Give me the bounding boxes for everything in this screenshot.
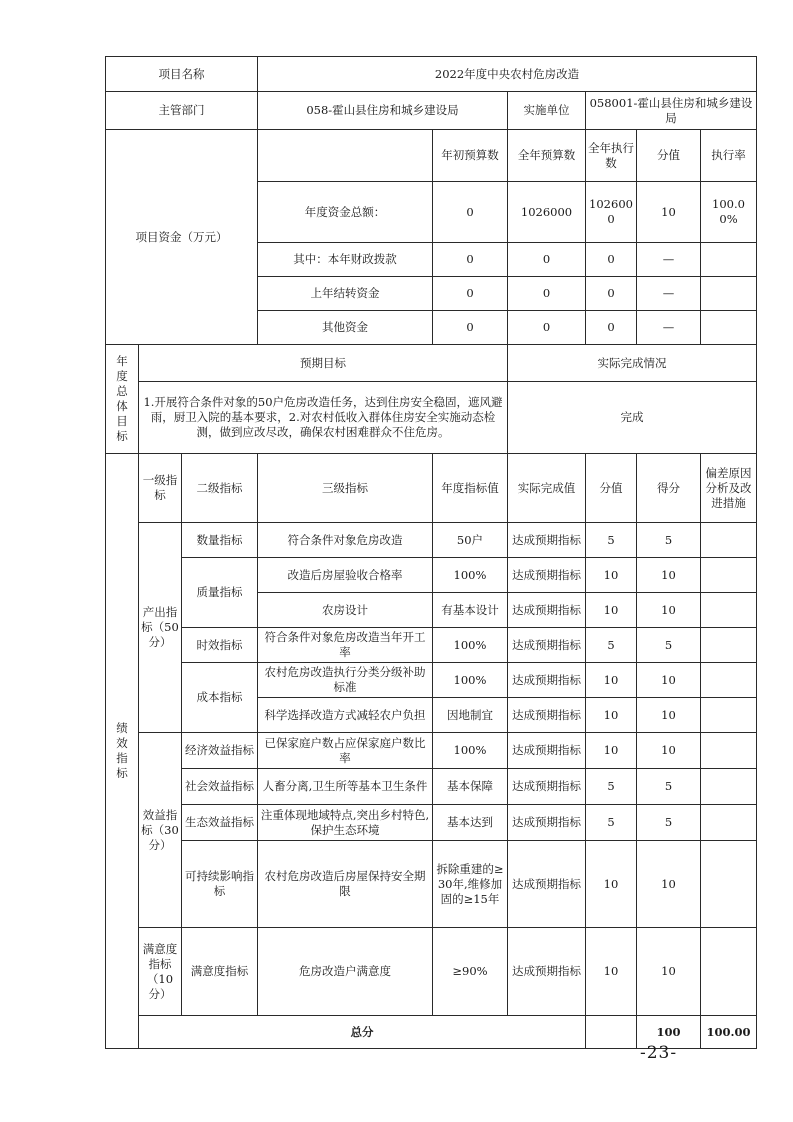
level3-indicator: 已保家庭户数占应保家庭户数比率 — [258, 733, 433, 769]
score: 10 — [637, 733, 701, 769]
funds-init: 0 — [433, 311, 508, 345]
funds-header: 分值 — [637, 130, 701, 182]
level2-economic: 经济效益指标 — [182, 733, 258, 769]
remark — [701, 628, 757, 663]
impl: 058001-霍山县住房和城乡建设局 — [586, 92, 757, 130]
total-score: 100.00 — [701, 1016, 757, 1049]
annual-goal-label: 年度总体目标 — [106, 345, 139, 454]
project-name: 2022年度中央农村危房改造 — [258, 57, 757, 92]
funds-header-blank — [258, 130, 433, 182]
annual-target: 100% — [433, 663, 508, 698]
funds-exec: 1026000 — [586, 182, 637, 243]
page-number: -23- — [640, 1043, 678, 1063]
funds-score-val: 10 — [637, 182, 701, 243]
funds-rate — [701, 243, 757, 277]
level3-indicator: 注重体现地域特点,突出乡村特色,保护生态环境 — [258, 805, 433, 841]
funds-budget: 1026000 — [508, 182, 586, 243]
funds-row-name: 年度资金总额： — [258, 182, 433, 243]
funds-init: 0 — [433, 182, 508, 243]
score: 10 — [637, 663, 701, 698]
actual-value: 达成预期指标 — [508, 558, 586, 593]
level3-indicator: 符合条件对象危房改造当年开工率 — [258, 628, 433, 663]
actual-value: 达成预期指标 — [508, 733, 586, 769]
score: 5 — [637, 805, 701, 841]
score-value: 10 — [586, 593, 637, 628]
score-value: 10 — [586, 841, 637, 928]
funds-score-val: — — [637, 243, 701, 277]
level2-satisfaction: 满意度指标 — [182, 928, 258, 1016]
annual-target: 基本保障 — [433, 769, 508, 805]
funds-score-val: — — [637, 277, 701, 311]
level2-timeliness: 时效指标 — [182, 628, 258, 663]
funds-init: 0 — [433, 243, 508, 277]
remark — [701, 805, 757, 841]
level3-indicator: 农村危房改造后房屋保持安全期限 — [258, 841, 433, 928]
level1-satisfaction: 满意度指标（10分） — [139, 928, 182, 1016]
annual-target: ≥90% — [433, 928, 508, 1016]
actual-value: 达成预期指标 — [508, 698, 586, 733]
score-value: 10 — [586, 663, 637, 698]
score: 10 — [637, 593, 701, 628]
level2-quantity: 数量指标 — [182, 523, 258, 558]
funds-header: 执行率 — [701, 130, 757, 182]
score: 10 — [637, 558, 701, 593]
level1-benefit: 效益指标（30分） — [139, 733, 182, 928]
actual-value: 达成预期指标 — [508, 841, 586, 928]
funds-budget: 0 — [508, 277, 586, 311]
expected-goal-text: 1.开展符合条件对象的50户危房改造任务，达到住房安全稳固，遮风避雨，厨卫入院的基本要求，2.对农村低收入群体住房安全实施动态检测，做到应改尽改，确保农村困难群众不住危房。 — [139, 382, 508, 454]
total-score-value: 100 — [637, 1016, 701, 1049]
perf-indicator-label: 绩效指标 — [106, 454, 139, 1049]
funds-score-val: — — [637, 311, 701, 345]
funds-rate — [701, 311, 757, 345]
remark — [701, 841, 757, 928]
perf-header: 年度指标值 — [433, 454, 508, 523]
funds-init: 0 — [433, 277, 508, 311]
remark — [701, 769, 757, 805]
level3-indicator: 改造后房屋验收合格率 — [258, 558, 433, 593]
level3-indicator: 农房设计 — [258, 593, 433, 628]
actual-value: 达成预期指标 — [508, 663, 586, 698]
funds-header: 全年执行数 — [586, 130, 637, 182]
actual-value: 达成预期指标 — [508, 805, 586, 841]
actual-result-text: 完成 — [508, 382, 757, 454]
funds-rate — [701, 277, 757, 311]
score-value: 10 — [586, 698, 637, 733]
level2-ecological: 生态效益指标 — [182, 805, 258, 841]
score: 10 — [637, 928, 701, 1016]
funds-row-name: 其中：本年财政拨款 — [258, 243, 433, 277]
level2-quality: 质量指标 — [182, 558, 258, 628]
score-value: 10 — [586, 558, 637, 593]
funds-exec: 0 — [586, 311, 637, 345]
level3-indicator: 人畜分离,卫生所等基本卫生条件 — [258, 769, 433, 805]
dept: 058-霍山县住房和城乡建设局 — [258, 92, 508, 130]
perf-header: 得分 — [637, 454, 701, 523]
expected-goal-header: 预期目标 — [139, 345, 508, 382]
perf-header: 分值 — [586, 454, 637, 523]
score: 10 — [637, 698, 701, 733]
level3-indicator: 符合条件对象危房改造 — [258, 523, 433, 558]
impl-label: 实施单位 — [508, 92, 586, 130]
score: 5 — [637, 523, 701, 558]
level2-social: 社会效益指标 — [182, 769, 258, 805]
perf-header: 二级指标 — [182, 454, 258, 523]
perf-header: 偏差原因分析及改进措施 — [701, 454, 757, 523]
funds-row-name: 其他资金 — [258, 311, 433, 345]
score-value: 5 — [586, 523, 637, 558]
score-value: 5 — [586, 805, 637, 841]
annual-target: 拆除重建的≥30年,维修加固的≥15年 — [433, 841, 508, 928]
remark — [701, 523, 757, 558]
funds-header: 年初预算数 — [433, 130, 508, 182]
perf-header: 实际完成值 — [508, 454, 586, 523]
actual-value: 达成预期指标 — [508, 523, 586, 558]
dept-label: 主管部门 — [106, 92, 258, 130]
funds-header: 全年预算数 — [508, 130, 586, 182]
level3-indicator: 科学选择改造方式减轻农户负担 — [258, 698, 433, 733]
funds-rate: 100.00% — [701, 182, 757, 243]
level2-cost: 成本指标 — [182, 663, 258, 733]
annual-target: 50户 — [433, 523, 508, 558]
actual-value: 达成预期指标 — [508, 628, 586, 663]
funds-budget: 0 — [508, 243, 586, 277]
total-label: 总分 — [139, 1016, 586, 1049]
score: 5 — [637, 769, 701, 805]
funds-budget: 0 — [508, 311, 586, 345]
funds-exec: 0 — [586, 243, 637, 277]
actual-value: 达成预期指标 — [508, 928, 586, 1016]
perf-header: 一级指标 — [139, 454, 182, 523]
performance-table — [105, 56, 757, 1049]
score-value: 10 — [586, 733, 637, 769]
actual-result-header: 实际完成情况 — [508, 345, 757, 382]
funds-row-name: 上年结转资金 — [258, 277, 433, 311]
actual-value: 达成预期指标 — [508, 769, 586, 805]
level3-indicator: 危房改造户满意度 — [258, 928, 433, 1016]
remark — [701, 698, 757, 733]
actual-value: 达成预期指标 — [508, 593, 586, 628]
remark — [701, 928, 757, 1016]
level3-indicator: 农村危房改造执行分类分级补助标准 — [258, 663, 433, 698]
project-name-label: 项目名称 — [106, 57, 258, 92]
remark — [701, 663, 757, 698]
score-value: 10 — [586, 928, 637, 1016]
remark — [701, 733, 757, 769]
level2-sustainable: 可持续影响指标 — [182, 841, 258, 928]
score: 5 — [637, 628, 701, 663]
annual-target: 100% — [433, 733, 508, 769]
annual-target: 基本达到 — [433, 805, 508, 841]
remark — [701, 558, 757, 593]
level1-output: 产出指标（50分） — [139, 523, 182, 733]
annual-target: 因地制宜 — [433, 698, 508, 733]
score-value: 5 — [586, 769, 637, 805]
annual-target: 100% — [433, 558, 508, 593]
total-blank — [586, 1016, 637, 1049]
annual-target: 100% — [433, 628, 508, 663]
annual-target: 有基本设计 — [433, 593, 508, 628]
score-value: 5 — [586, 628, 637, 663]
score: 10 — [637, 841, 701, 928]
funds-label: 项目资金（万元） — [106, 130, 258, 345]
perf-header: 三级指标 — [258, 454, 433, 523]
funds-exec: 0 — [586, 277, 637, 311]
remark — [701, 593, 757, 628]
